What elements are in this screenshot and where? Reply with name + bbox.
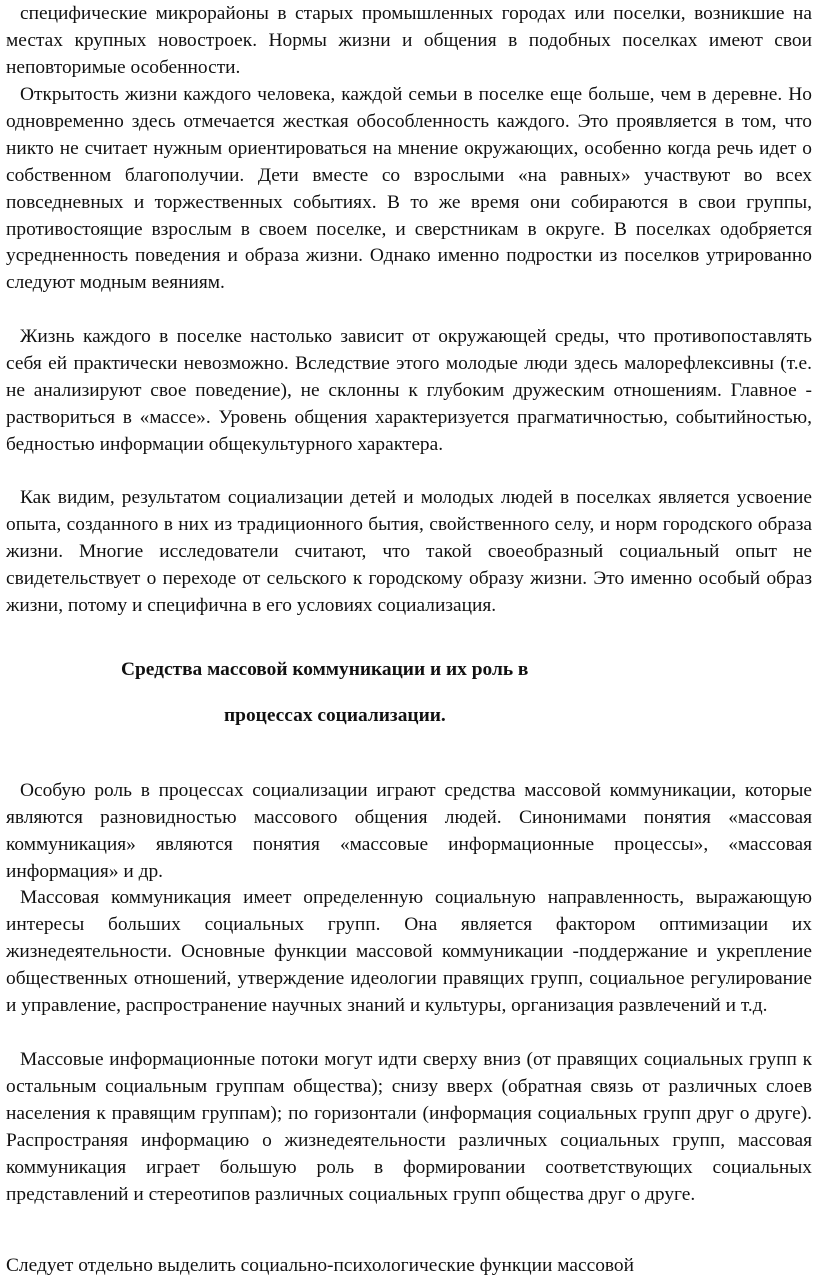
section-heading-line-2: процессах социализации. — [224, 705, 446, 726]
paragraph-continuation-line: Следует отдельно выделить социально-психологические функции массовой — [6, 1255, 634, 1276]
section-heading-line-1: Средства массовой коммуникации и их роль в — [121, 659, 529, 680]
paragraph-conclusion: Как видим, результатом социализации детей и молодых людей в поселках является усвоение опыта, созданного в них из традиционного бытия, свойственного селу, и норм городского образа жизни. Многие исследователи считают, что такой своеобразный социальный опыт не свидетельствует о переходе от сельского к городскому образу жизни. Это именно особый образ жизни, потому и специфична в его условиях социализация. — [6, 487, 812, 616]
paragraph-mass-communication-functions: Массовая коммуникация имеет определенную социальную направленность, выражающую интересы больших социальных групп. Она является фактором оптимизации их жизнедеятельности. Основные функции массовой коммуникации -поддержание и укрепление общественных отношений, утверждение идеологии правящих групп, социальное регулирование и управление, распространение научных знаний и культуры, организация развлечений и т.д. — [6, 887, 812, 1016]
paragraph-settlements-intro: специфические микрорайоны в старых промышленных городах или поселки, возникшие на местах крупных новостроек. Нормы жизни и общения в подобных поселках имеют свои неповторимые особенности. — [6, 3, 812, 78]
paragraph-environment: Жизнь каждого в поселке настолько зависит от окружающей среды, что противопоставлять себя ей практически невозможно. Вследствие этого молодые люди здесь малорефлексивны (т.е. не анализируют свое поведение), не склонны к глубоким дружеским отношениям. Главное - раствориться в «массе». Уровень общения характеризуется прагматичностью, событийностью, бедностью информации общекультурного характера. — [6, 326, 812, 455]
paragraph-openness: Открытость жизни каждого человека, каждой семьи в поселке еще больше, чем в деревне. Но одновременно здесь отмечается жесткая обособленность каждого. Это проявляется в том, что никто не считает нужным ориентироваться на мнение окружающих, особенно когда речь идет о собственном благополучии. Дети вместе со взрослыми «на равных» участвуют во всех повседневных и торжественных событиях. В то же время они собираются в свои группы, противостоящие взрослым в своем поселке, и сверстникам в округе. В поселках одобряется усредненность поведения и образа жизни. Однако именно подростки из поселков утрированно следуют модным веяниям. — [6, 84, 812, 294]
paragraph-mass-communication-role: Особую роль в процессах социализации играют средства массовой коммуникации, которые являются разновидностью массового общения людей. Синонимами понятия «массовая коммуникация» являются понятия «массовые информационные процессы», «массовая информация» и др. — [6, 780, 812, 882]
paragraph-information-flows: Массовые информационные потоки могут идти сверху вниз (от правящих социальных групп к остальным социальным группам общества); снизу вверх (обратная связь от различных слоев населения к правящим группам); по горизонтали (информация социальных групп друг о друге). Распространяя информацию о жизнедеятельности различных социальных групп, массовая коммуникация играет большую роль в формировании соответствующих социальных представлений и стереотипов различных социальных групп общества друг о друге. — [6, 1049, 812, 1205]
